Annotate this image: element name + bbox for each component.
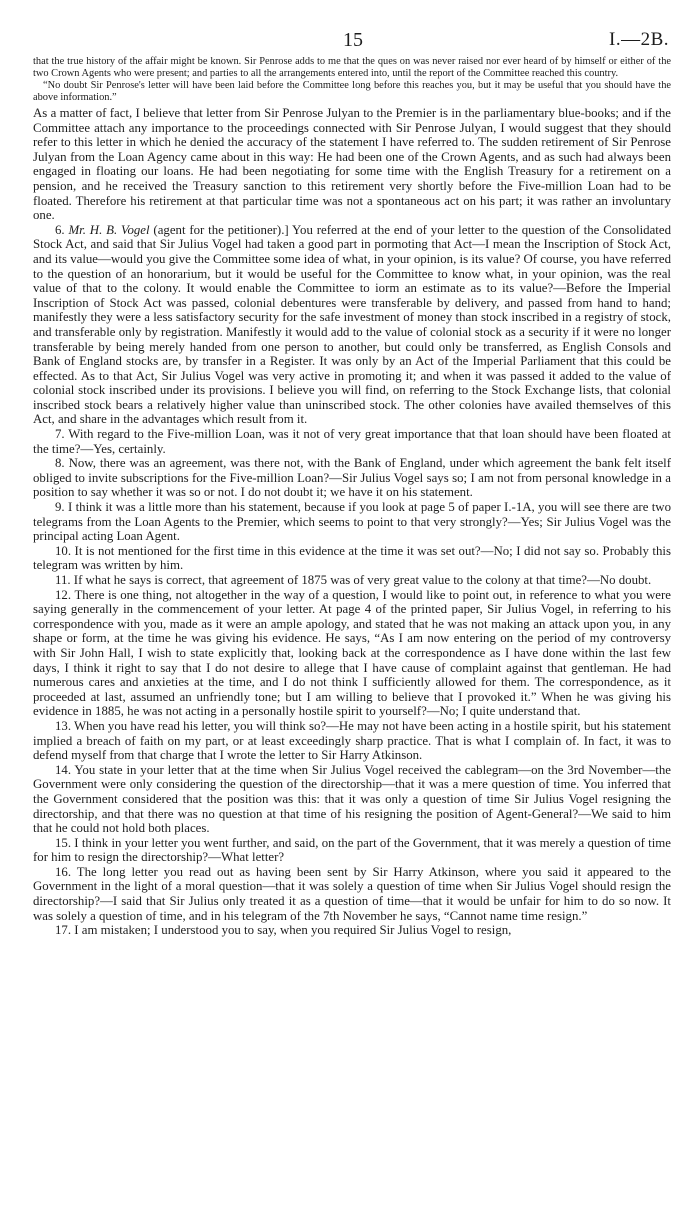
quote-paragraph-2: “No doubt Sir Penrose's letter will have been laid before the Committee long before this reaches you, but it may be useful that you should have the above information.”: [33, 80, 671, 103]
quoted-letter: [33, 56, 671, 104]
question-number: 6.: [55, 222, 65, 237]
question-9: 9. I think it was a little more than his statement, because if you look at page 5 of paper I.-1A, you will see there are two telegrams from the Loan Agents to the Premier, which seems to point to that very strongly?—Yes; Sir Julius Vogel was the principal acting Loan Agent.: [33, 500, 671, 544]
question-17: 17. I am mistaken; I understood you to say, when you required Sir Julius Vogel to resign,: [55, 923, 512, 938]
page-number: 15: [343, 29, 363, 51]
question-8: 8. Now, there was an agreement, was there not, with the Bank of England, under which agreement the bank felt itself obliged to invite subscriptions for the Five-million Loan?—Sir Julius Vogel says so; I am not from personal knowledge in a position to say whether it was so or not. I do not doubt it; we have it on his statement.: [33, 456, 671, 500]
question-12: 12. There is one thing, not altogether in the way of a question, I would like to point out, in reference to what you were saying generally in the commencement of your letter. At page 4 of the printed paper, Sir Julius Vogel, in referring to his correspondence with you, made as it were an ample apology, and stated that he was not making an attack upon you, in any shape or form, at the time he was giving his evidence. He says, “As I am now entering on the period of my controversy with Sir John Hall, I wish to state explicitly that, looking back at the correspondence as I have done within the last few days, I think it right to say that I do not desire to allege that I have cause of complaint against that gentleman. He had numerous cares and anxieties at the time, and I do not think I sufficiently allowed for them. The correspondence, as it proceeded at last, assumed an unfriendly tone; but I am willing to believe that I provoked it.” When he was giving his evidence in 1885, he was not acting in a personally hostile spirit to yourself?—No; I quite understand that.: [33, 587, 671, 719]
question-15: 15. I think in your letter you went further, and said, on the part of the Government, that it was merely a question of time for him to resign the directorship?—What letter?: [33, 835, 671, 865]
question-11: 11. If what he says is correct, that agreement of 1875 was of very great value to the colony at that time?—No doubt.: [55, 573, 652, 587]
evidence-body: [33, 106, 671, 938]
question-6: [33, 223, 671, 427]
document-page: [33, 28, 671, 1208]
paper-reference: I.—2B.: [609, 29, 669, 50]
question-text: (agent for the petitioner).] You referred at the end of your letter to the question of the Consolidated Stock Act, and said that Sir Julius Vogel had taken a good part in pormoting that Act—I mean the Inscription of Stock Act, and its value—would you give the Committee some idea of what, in your opinion, is its value? Of course, you have referred to the question of an honorarium, but it would be useful for the Committee to know what, in your opinion, was the real value of that to the colony. It would enable the Committee to iorm an estimate as to its value?—Before the Imperial Inscription of Stock Act was passed, colonial debentures were transferable by delivery, and passed from hand to hand; manifestly they were a less satisfactory security for the safe investment of money than stock inscribed in a registry of stock, and transferable only by registration. Manifestly it would add to the value of colonial stock as a security if it were no longer transferable by being merely handed from one person to another, but could only be transferred, as English Consols and Bank of England stocks are, by transfer in a Register. It was only by an Act of the Imperial Parliament that this could be effected. As to that Act, Sir Julius Vogel was very active in promoting it; and when it was passed it added to the value of colonial stock inscribed under its provisions. I believe you will find, on referring to the Stock Exchange lists, that colonial inscribed stock bears a relatively higher value than uninscribed stock. The other colonies have availed themselves of this Act, and share in the advantages which result from it.: [33, 222, 671, 427]
quote-paragraph-1: that the true history of the affair might be known. Sir Penrose adds to me that the ques on was never raised nor ever heard of by himself or either of the two Crown Agents who were present; and parties to all the arrangements entered into, until the report of the Committee reached this country.: [33, 56, 671, 79]
question-13: 13. When you have read his letter, you will think so?—He may not have been acting in a hostile spirit, but his statement implied a breach of faith on my part, or at least exceedingly sharp practice. That is what I complain of. In fact, it was to defend myself from that charge that I wrote the letter to Sir Harry Atkinson.: [33, 718, 671, 763]
speaker-name: Mr. H. B. Vogel: [68, 222, 150, 237]
question-14: 14. You state in your letter that at the time when Sir Julius Vogel received the cablegram—on the 3rd November—the Government were only considering the question of the directorship—that it was a mere question of time. You inferred that the Government considered that the position was this: that it was only a question of time Sir Julius Vogel resigning the directorship, and that there was no question at that time of his resigning the position of Agent-General?—We said to him that he could not hold both places.: [33, 762, 671, 836]
answer-continuation: As a matter of fact, I believe that letter from Sir Penrose Julyan to the Premier is in the parliamentary blue-books; and if the Committee attach any importance to the proceedings connected with Sir Penrose Julyan, I would suggest that they should refer to this letter in which he denied the accuracy of the statement I have referred to. The sudden retirement of Sir Penrose Julyan from the Loan Agency came about in this way: He had been one of the Crown Agents, and as such had always been engaged in floating our loans. He had been negotiating for some time with the English Treasury for a retirement on a pension, and he received the Treasury sanction to this retirement very shortly before the Five-million Loan had to be floated. Therefore his retirement at that particular time was not a spontaneous act on his part; it was rather an involuntary one.: [33, 106, 671, 223]
question-16: 16. The long letter you read out as having been sent by Sir Harry Atkinson, where you said it appeared to the Government in the light of a moral question—that it was solely a question of time when Sir Julius Vogel should resign the directorship?—I said that Sir Julius only treated it as a question of time—that it would be unfair for him to do so now. It was solely a question of time, and in his telegram of the 7th November he says, “Cannot name time resign.”: [33, 864, 671, 923]
page-header: [33, 28, 671, 56]
question-10: 10. It is not mentioned for the first time in this evidence at the time it was set out?—No; I did not say so. Probably this telegram was written by him.: [33, 543, 671, 573]
question-7: 7. With regard to the Five-million Loan, was it not of very great importance that that loan should have been floated at the time?—Yes, certainly.: [33, 427, 671, 456]
